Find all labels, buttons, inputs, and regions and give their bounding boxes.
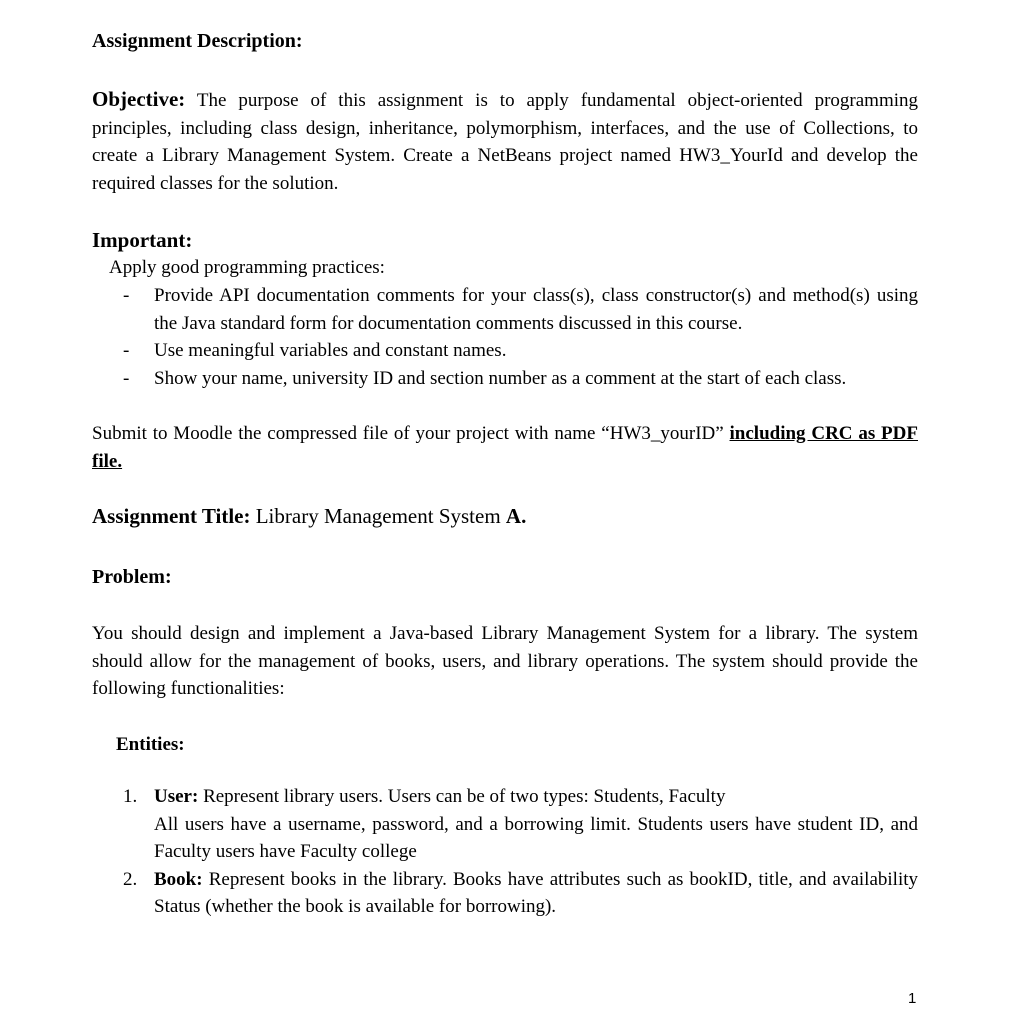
assignment-title-suffix: A.: [505, 504, 527, 528]
entities-heading: Entities:: [116, 734, 185, 755]
objective-text: The purpose of this assignment is to apply fundamental object-oriented programming principles, including class design, inheritance, polymorphism, interfaces, and the use of Collections, to create a Library Management System. Create a NetBeans project named HW3_YourId and develop the required classes for the solution.: [92, 90, 918, 194]
entity-label: Book:: [154, 868, 203, 890]
bullet-item: [92, 282, 918, 337]
entity-item-book: [92, 866, 918, 921]
assignment-title-label: Assignment Title:: [92, 504, 251, 528]
important-bullet-list: [92, 282, 918, 392]
entity-first-line: Represent books in the library. Books have attributes such as bookID, title, and availability Status (whether the book is available for borrowing).: [154, 868, 918, 917]
important-intro: Apply good programming practices:: [109, 257, 385, 278]
submit-emphasis: including CRC as PDF file.: [92, 423, 918, 472]
entity-number: 1.: [123, 786, 138, 807]
bullet-dash: -: [123, 367, 130, 389]
bullet-dash: -: [123, 285, 130, 306]
entities-list: [92, 783, 918, 921]
objective-paragraph: [92, 86, 918, 197]
submit-text: Submit to Moodle the compressed file of your project with name “HW3_yourID”: [92, 423, 730, 444]
bullet-item: [92, 365, 918, 393]
objective-label: Objective:: [92, 87, 186, 111]
entity-first-line: Represent library users. Users can be of two types: Students, Faculty: [198, 786, 726, 807]
bullet-text: Use meaningful variables and constant names.: [154, 340, 507, 361]
submit-paragraph: [92, 420, 918, 475]
bullet-text: Provide API documentation comments for your class(s), class constructor(s) and method(s) using the Java standard form for documentation comments discussed in this course.: [154, 285, 918, 334]
entity-description: All users have a username, password, and a borrowing limit. Students users have student ID, and Faculty users have Faculty college: [154, 813, 918, 862]
problem-paragraph: You should design and implement a Java-based Library Management System for a library. The system should allow for the management of books, users, and library operations. The system should provide the following functionalities:: [92, 623, 918, 699]
entity-label: User:: [154, 786, 199, 807]
bullet-item: [92, 337, 918, 365]
entity-number: 2.: [123, 868, 138, 890]
page-number: 1: [908, 990, 917, 1007]
assignment-title-value: Library Management System: [250, 504, 506, 528]
assignment-description-heading: Assignment Description:: [92, 30, 303, 52]
assignment-title-line: [92, 503, 918, 531]
bullet-text: Show your name, university ID and section number as a comment at the start of each class.: [154, 367, 847, 389]
problem-heading: Problem:: [92, 566, 172, 588]
entity-item-user: [92, 783, 918, 866]
bullet-dash: -: [123, 340, 130, 361]
important-heading: Important:: [92, 228, 193, 252]
